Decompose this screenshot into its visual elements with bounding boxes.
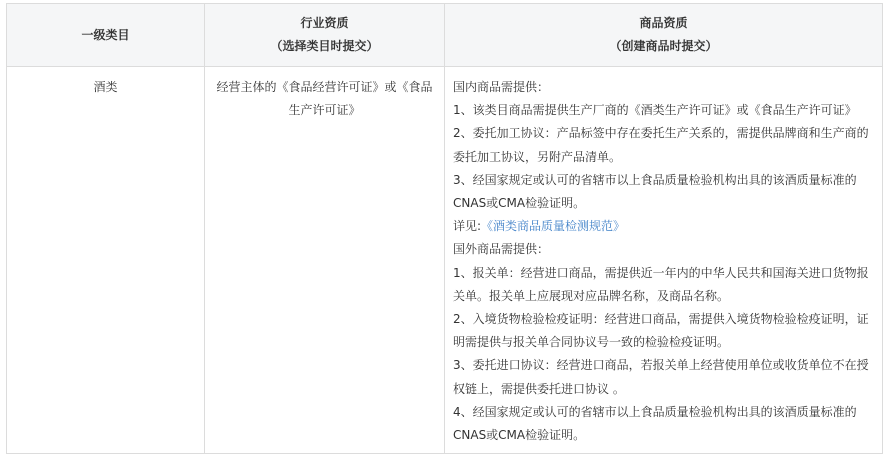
foreign-item-2: 2、入境货物检验检疫证明：经营进口商品，需提供入境货物检验检疫证明，证明需提供与报关单合同协议号一致的检验检疫证明。 [453,312,869,350]
domestic-item-2: 2、委托加工协议：产品标签中存在委托生产关系的，需提供品牌商和生产商的委托加工协议，另附产品清单。 [453,126,869,164]
foreign-item-3: 3、委托进口协议：经营进口商品，若报关单上经营使用单位或收货单位不在授权链上，需提供委托进口协议 。 [453,358,869,396]
header-product-qualification-label: 商品资质 [639,16,688,30]
table-header-row [7,4,883,67]
category-text: 酒类 [93,80,118,94]
detail-prefix: 详见: [453,219,482,234]
foreign-title: 国外商品需提供： [453,242,550,257]
header-industry-qualification-label: 行业资质 [300,16,349,30]
header-product-qualification [445,4,883,67]
foreign-item-1: 1、报关单：经营进口商品，需提供近一年内的中华人民共和国海关进口货物报关单。报关单上应展现对应品牌名称，及商品名称。 [453,265,869,303]
detail-line [453,215,874,238]
foreign-item-4: 4、经国家规定或认可的省辖市以上食品质量检验机构出具的该酒质量标准的CNAS或CMA检验证明。 [453,404,857,443]
domestic-item-1: 1、该类目商品需提供生产厂商的《酒类生产许可证》或《食品生产许可证》 [453,103,857,118]
domestic-title: 国内商品需提供： [453,80,550,94]
cell-industry-qualification [205,67,445,454]
industry-qualification-text: 经营主体的《食品经营许可证》或《食品生产许可证》 [216,80,433,117]
header-industry-qualification-note: （选择类目时提交） [270,39,379,53]
cell-product-qualification [445,67,883,454]
domestic-item-3: 3、经国家规定或认可的省辖市以上食品质量检验机构出具的该酒质量标准的CNAS或CMA检验证明。 [453,172,857,211]
header-industry-qualification [205,4,445,67]
header-primary-category [7,4,205,67]
header-product-qualification-note: （创建商品时提交） [609,39,718,53]
cell-category [7,67,205,454]
table-row [7,67,883,454]
header-primary-category-label: 一级类目 [81,27,130,42]
qualification-table [6,3,883,454]
inspection-spec-link[interactable]: 《酒类商品质量检测规范》 [481,219,626,234]
